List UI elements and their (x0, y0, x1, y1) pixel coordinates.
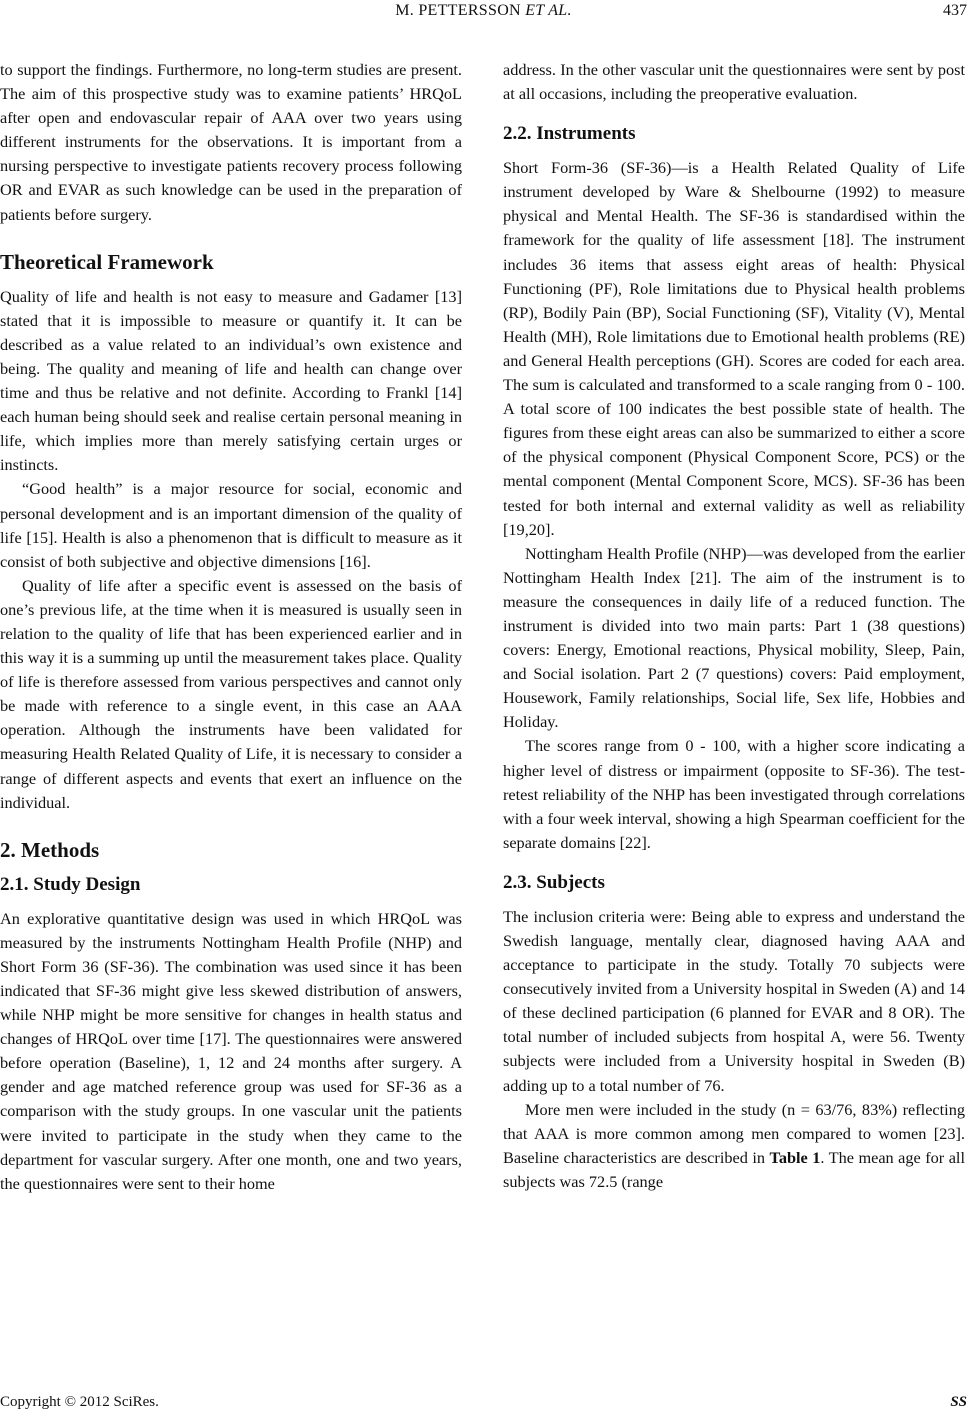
intro-paragraph: to support the findings. Furthermore, no long-term studies are present. The aim of this prospective study was to examine patients’ HRQoL after open and endovascular repair of AAA over two years using different instruments for the observations. It is important from a nursing perspective to investigate patients recovery process following OR and EVAR as such knowledge can be used in the preparation of patients before surgery. (0, 60, 462, 224)
running-head-etal: ET AL. (525, 2, 572, 19)
theory-paragraph-2: “Good health” is a major resource for social, economic and personal development and is an important dimension of the quality of life [15]. Health is also a phenomenon that is difficult to measure as it consist of both subjective and objective dimensions [16]. (0, 479, 462, 571)
table-1-reference[interactable]: Table 1 (769, 1147, 821, 1167)
page-number: 437 (943, 2, 967, 19)
subjects-paragraph-1: The inclusion criteria were: Being able to express and understand the Swedish language, mentally clear, diagnosed having AAA and acceptance to participate in the study. Totally 70 subjects were consecutively invited from a University hospital in Sweden (A) and 14 of these declined participation (6 planned for EVAR and 8 OR). The total number of included subjects from hospital A, were 56. Twenty subjects were included from a University hospital in Sweden (B) adding up to a total number of 76. (503, 906, 965, 1095)
heading-instruments: 2.2. Instruments (503, 123, 636, 145)
heading-subjects: 2.3. Subjects (503, 871, 605, 893)
nhp-paragraph: Nottingham Health Profile (NHP)—was developed from the earlier Nottingham Health Index [21]. The aim of the instrument is to measure the consequences in daily life of a reduced function. The instrument is divided into two main parts: Part 1 (38 questions) covers: Energy, Emotional reactions, Physical mobility, Sleep, Pain, and Social isolation. Part 2 (7 questions) covers: Paid employment, Housework, Family relationships, Social life, Sex life, Hobbies and Holiday. (503, 543, 965, 732)
theory-paragraph-1: Quality of life and health is not easy to measure and Gadamer [13] stated that it is impossible to measure or quantify it. It can be described as a value related to an individual’s own existence and being. The quality and meaning of life and health can change over time and thus be relative and not definite. According to Frankl [14] each human being should seek and realise certain personal meaning in life, which implies more than merely satisfying certain urges or instincts. (0, 286, 462, 475)
copyright-notice: Copyright © 2012 SciRes. (0, 1394, 159, 1410)
heading-theoretical-framework: Theoretical Framework (0, 249, 214, 274)
theory-paragraph-3: Quality of life after a specific event is assessed on the basis of one’s previous life, at the time when it is measured is usually seen in relation to the quality of life that has been experienced earlier and in this way it is a summing up until the measurement takes place. Quality of life is therefore assessed from various perspectives and cannot only be made with reference to a single event, in this case an AAA operation. Although the instruments have been validated for measuring Health Related Quality of Life, it is necessary to consider a range of different aspects and events that exert an influence on the individual. (0, 575, 462, 812)
scores-paragraph: The scores range from 0 - 100, with a higher score indicating a higher level of distress or impairment (opposite to SF-36). The test-retest reliability of the NHP has been investigated through correlations with a four week interval, showing a high Spearman coefficient for the separate domains [22]. (503, 736, 965, 852)
sf36-paragraph: Short Form-36 (SF-36)—is a Health Related Quality of Life instrument developed by Ware & Shelbourne (1992) to measure physical and Mental Health. The SF-36 is standardised within the framework for the quality of life assessment [18]. The instrument includes 36 items that assess eight areas of health: Physical Functioning (PF), Role limitations due to Physical health problems (RP), Bodily Pain (BP), Social Functioning (SF), Vitality (V), Mental Health (MH), Role limitations due to Emotional health problems (RE) and General Health perceptions (GH). Scores are coded for each area. The sum is calculated and transformed to a scale ranging from 0 - 100. A total score of 100 indicates the best possible state of health. The figures from these eight areas can also be summarized to either a score of the physical component (Physical Component Score, PCS) or the mental component (Mental Component Score, MCS). SF-36 has been tested for both internal and external validity as well as reliability [19,20]. (503, 158, 965, 539)
study-design-paragraph: An explorative quantitative design was used in which HRQoL was measured by the instruments Nottingham Health Profile (NHP) and Short Form 36 (SF-36). The combination was used since it has been indicated that SF-36 might give less skewed distribution of answers, while NHP might be more sensitive for changes in health status and changes of HRQoL over time [17]. The questionnaires were answered before operation (Baseline), 1, 12 and 24 months after surgery. A gender and age matched reference group was used for SF-36 as a comparison with the study groups. In one vascular unit the patients were invited to participate in the study when they came to the department for vascular surgery. After one month, one and two years, the questionnaires were sent to their home (0, 908, 462, 1193)
heading-study-design: 2.1. Study Design (0, 873, 141, 895)
page-header (0, 0, 967, 30)
heading-methods: 2. Methods (0, 837, 100, 862)
page-footer (0, 1394, 967, 1414)
continued-paragraph: address. In the other vascular unit the questionnaires were sent by post at all occasions, including the preoperative evaluation. (503, 60, 965, 104)
journal-abbreviation: SS (950, 1394, 967, 1410)
running-head (0, 2, 967, 20)
subjects-text-before: More men were included in the study (n = 63/76, 83%) reflecting that AAA is more common among men compared to women [23]. Baseline characteristics are described in (503, 1099, 965, 1167)
subjects-text-after: . The mean age for all subjects was 72.5 (range (503, 1147, 965, 1191)
running-head-authors: M. PETTERSSON (395, 2, 521, 19)
subjects-paragraph-2 (503, 1098, 965, 1194)
right-column (503, 58, 965, 1194)
left-column (0, 58, 462, 1196)
